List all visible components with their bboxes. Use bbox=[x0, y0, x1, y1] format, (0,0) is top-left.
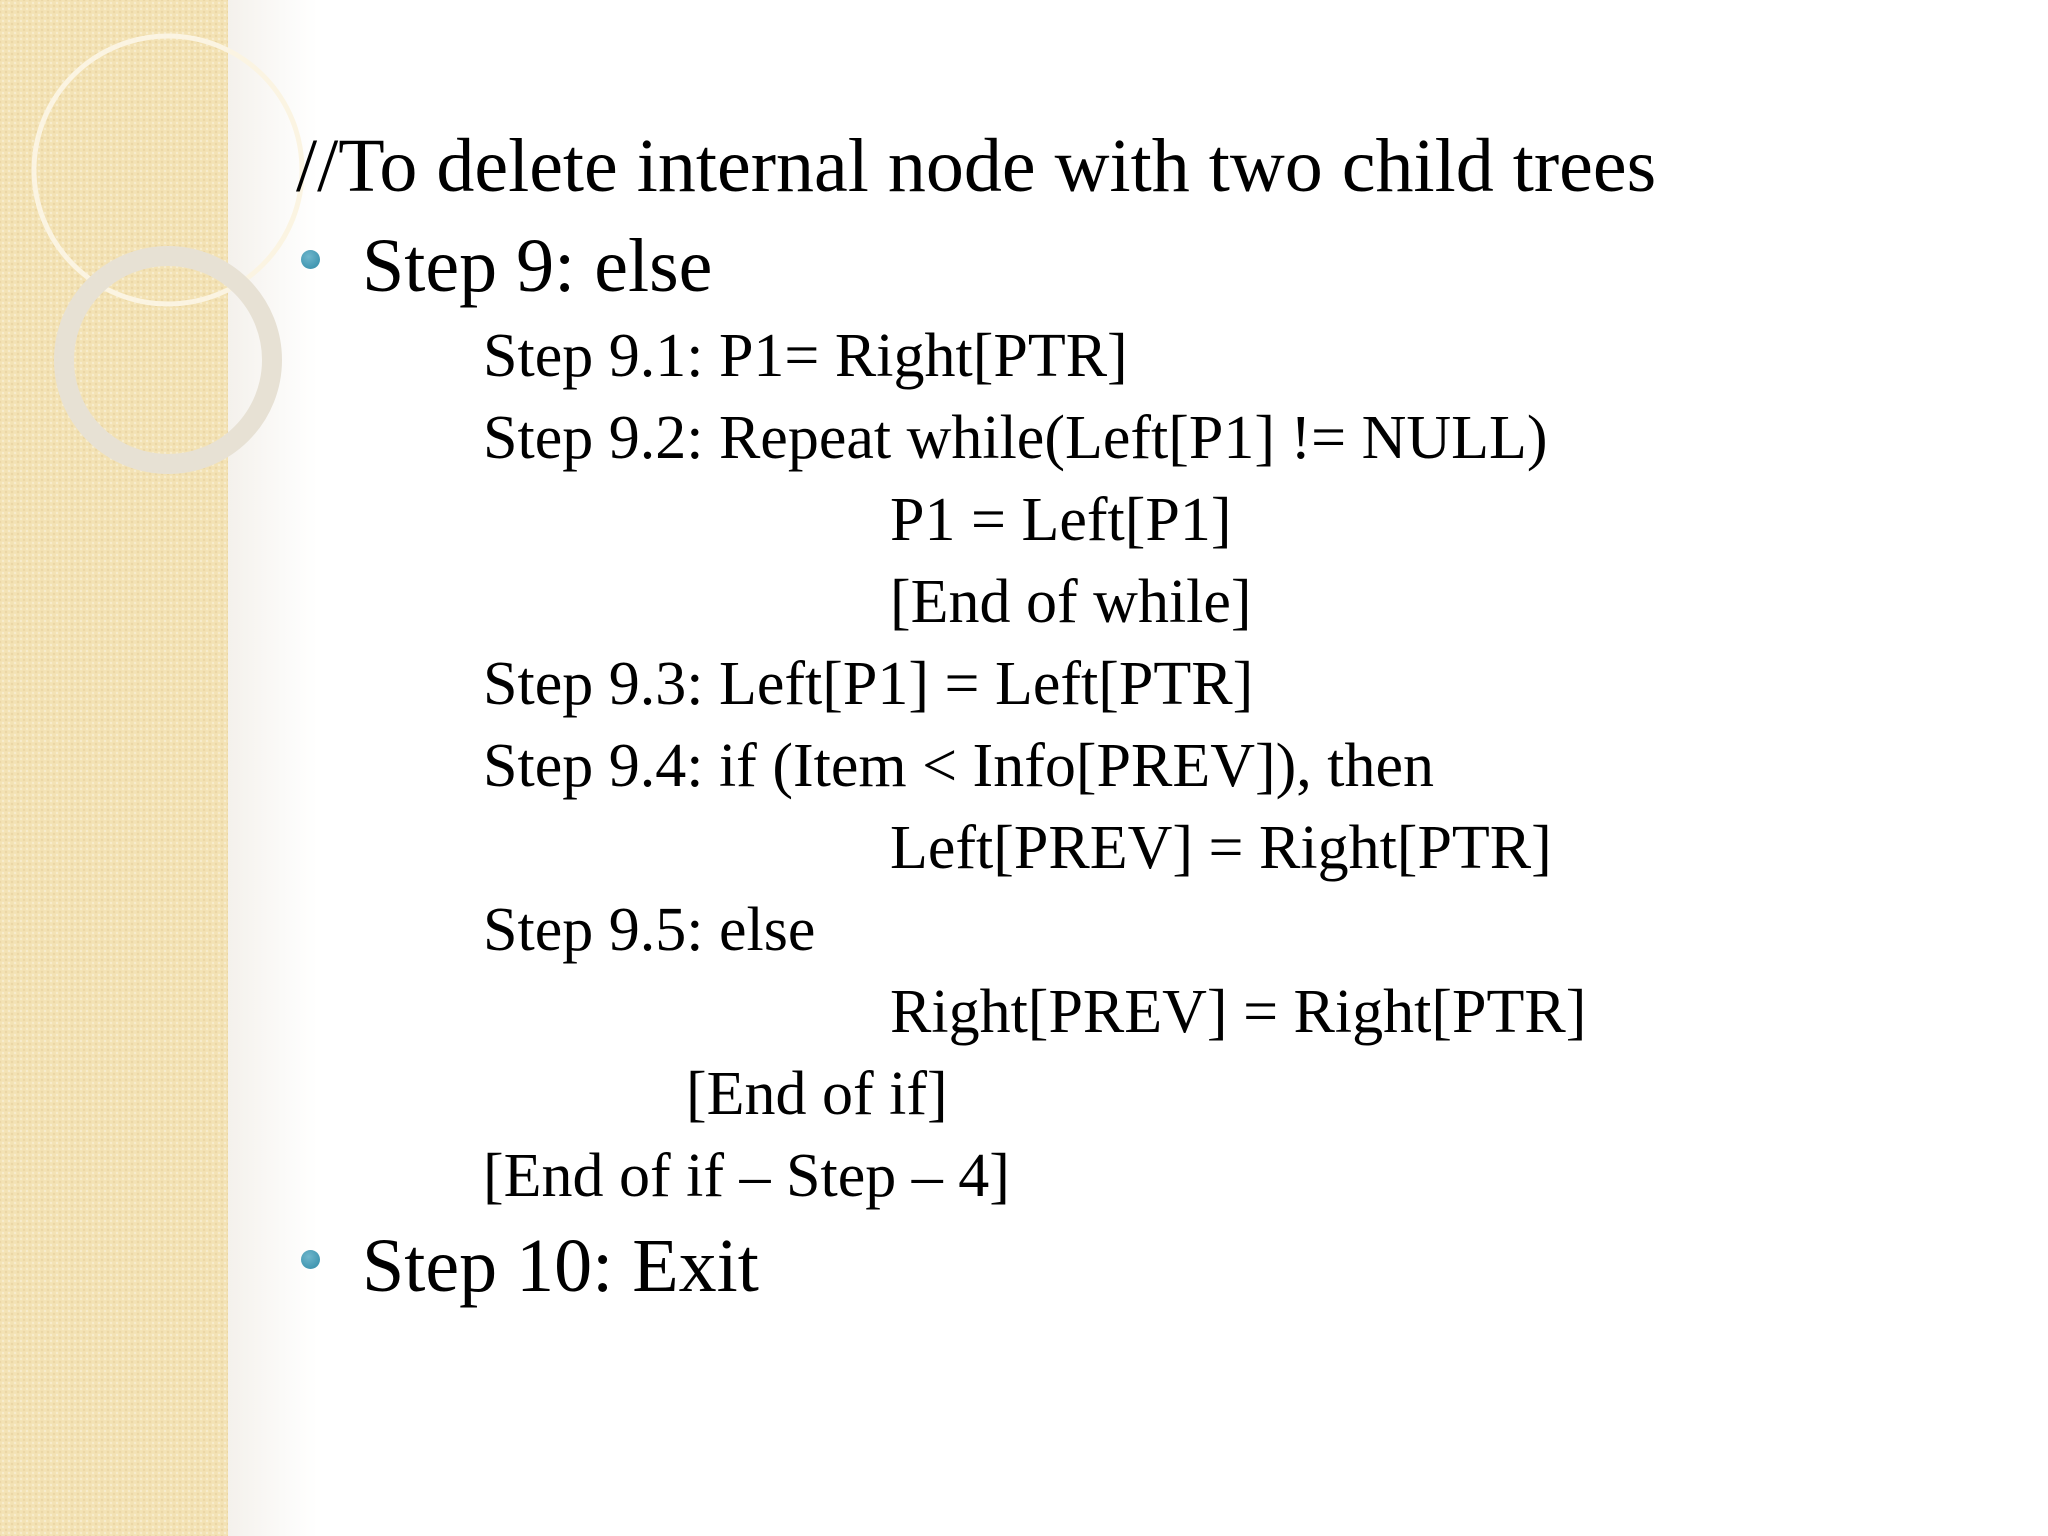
else-body-line: Right[PREV] = Right[PTR] bbox=[890, 978, 1587, 1046]
while-body-line: P1 = Left[P1] bbox=[890, 486, 1232, 554]
end-of-if-line: [End of if] bbox=[686, 1060, 948, 1128]
slide-heading: //To delete internal node with two child trees bbox=[296, 124, 1657, 208]
bullet-step-9: Step 9: else bbox=[362, 224, 713, 308]
end-of-while-line: [End of while] bbox=[890, 568, 1252, 636]
bullet-dot-icon bbox=[301, 250, 320, 269]
end-of-if-step-4-line: [End of if – Step – 4] bbox=[483, 1142, 1010, 1210]
step-9-4-line: Step 9.4: if (Item < Info[PREV]), then bbox=[483, 732, 1435, 800]
step-9-1-line: Step 9.1: P1= Right[PTR] bbox=[483, 322, 1128, 390]
if-body-line: Left[PREV] = Right[PTR] bbox=[890, 814, 1552, 882]
bullet-dot-icon bbox=[301, 1250, 320, 1269]
bullet-step-10: Step 10: Exit bbox=[362, 1224, 759, 1308]
step-9-2-line: Step 9.2: Repeat while(Left[P1] != NULL) bbox=[483, 404, 1548, 472]
decorative-rings bbox=[0, 0, 330, 520]
small-ring bbox=[64, 256, 272, 464]
step-9-3-line: Step 9.3: Left[P1] = Left[PTR] bbox=[483, 650, 1254, 718]
step-9-5-line: Step 9.5: else bbox=[483, 896, 816, 964]
